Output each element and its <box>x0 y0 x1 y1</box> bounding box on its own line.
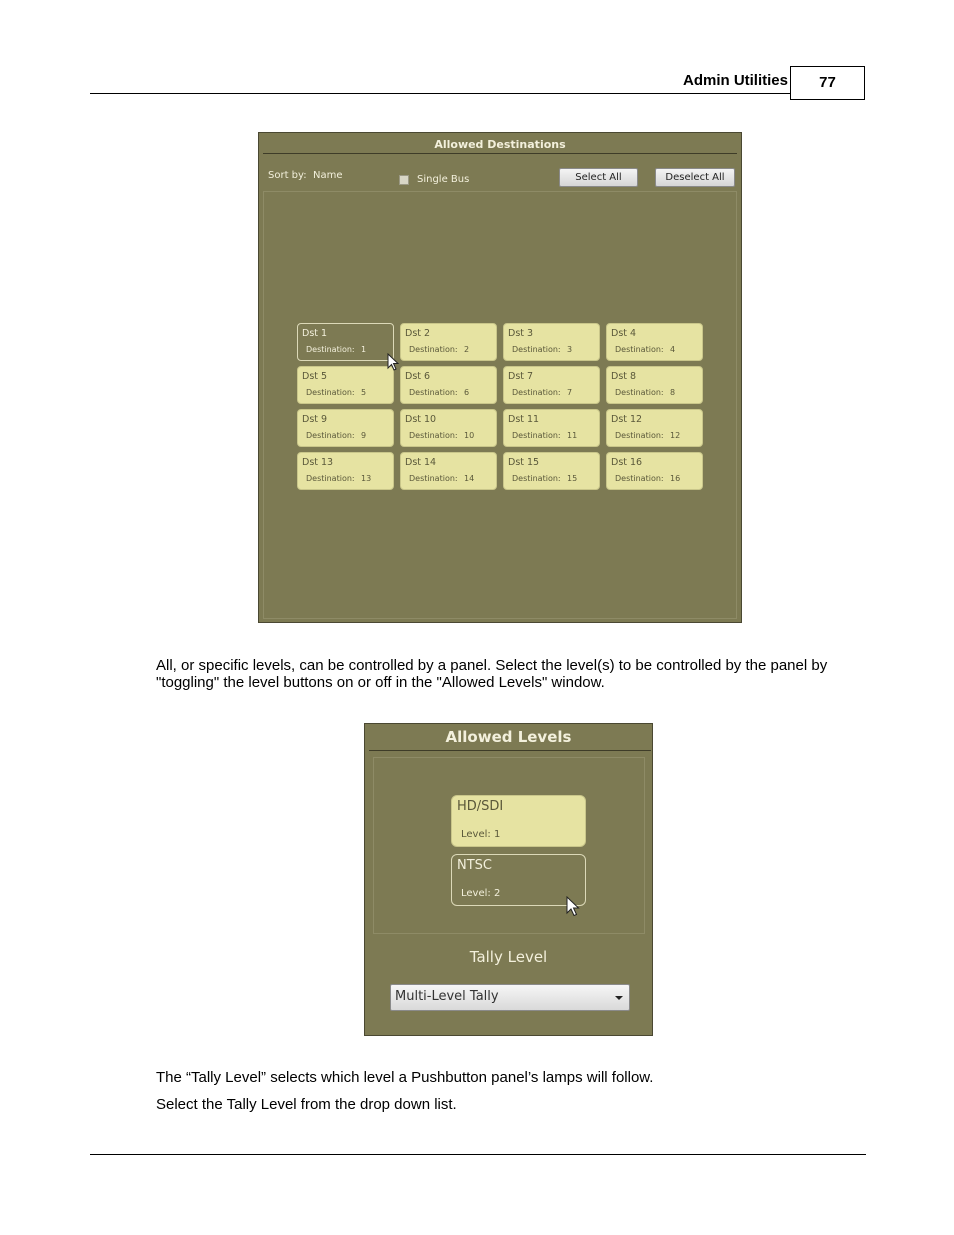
sort-by-value[interactable]: Name <box>313 170 343 181</box>
sort-by-label: Sort by: <box>268 170 307 181</box>
destination-name: Dst 1 <box>302 328 328 339</box>
destination-button[interactable] <box>400 323 497 361</box>
tally-level-dropdown[interactable] <box>390 984 630 1011</box>
destination-name: Dst 8 <box>611 371 637 382</box>
destination-number: 4 <box>670 345 676 354</box>
allowed-levels-window <box>364 723 653 1036</box>
destination-number: 5 <box>361 388 367 397</box>
paragraph-tally-description: The “Tally Level” selects which level a Pushbutton panel’s lamps will follow. <box>156 1069 654 1086</box>
levels-panel <box>373 757 645 934</box>
destination-number: 15 <box>567 474 578 483</box>
destination-label: Destination: <box>512 431 561 440</box>
chevron-down-icon[interactable] <box>615 996 623 1000</box>
title-divider <box>369 750 651 751</box>
destination-button[interactable] <box>297 366 394 404</box>
tally-level-value: Multi-Level Tally <box>395 989 499 1004</box>
level-name: HD/SDI <box>457 799 504 814</box>
level-number: Level: 1 <box>461 829 501 840</box>
destination-number: 6 <box>464 388 470 397</box>
destination-label: Destination: <box>409 388 458 397</box>
mouse-pointer-icon <box>566 896 582 918</box>
destination-number: 7 <box>567 388 573 397</box>
window-title: Allowed Destinations <box>434 138 566 151</box>
deselect-all-button[interactable]: Deselect All <box>655 168 735 187</box>
destination-number: 3 <box>567 345 573 354</box>
destination-name: Dst 5 <box>302 371 328 382</box>
destination-number: 10 <box>464 431 475 440</box>
destination-name: Dst 14 <box>405 457 437 468</box>
allowed-destinations-window <box>258 132 742 623</box>
destination-number: 12 <box>670 431 681 440</box>
destination-label: Destination: <box>306 388 355 397</box>
destination-label: Destination: <box>615 474 664 483</box>
destination-button[interactable] <box>297 409 394 447</box>
destination-button[interactable] <box>606 323 703 361</box>
destination-label: Destination: <box>409 474 458 483</box>
destination-label: Destination: <box>409 431 458 440</box>
destination-name: Dst 15 <box>508 457 540 468</box>
destination-button[interactable] <box>400 409 497 447</box>
destination-label: Destination: <box>306 431 355 440</box>
select-all-button[interactable]: Select All <box>559 168 638 187</box>
destination-label: Destination: <box>306 345 355 354</box>
destination-button[interactable] <box>503 323 600 361</box>
destination-button[interactable] <box>400 452 497 490</box>
destination-number: 2 <box>464 345 470 354</box>
destination-name: Dst 10 <box>405 414 437 425</box>
destination-label: Destination: <box>306 474 355 483</box>
level-button-hd-sdi[interactable] <box>451 795 586 847</box>
destination-number: 1 <box>361 345 367 354</box>
destination-button[interactable] <box>297 323 394 361</box>
destination-label: Destination: <box>615 345 664 354</box>
mouse-pointer-icon <box>387 353 401 373</box>
destination-name: Dst 4 <box>611 328 637 339</box>
destination-number: 14 <box>464 474 475 483</box>
destination-label: Destination: <box>409 345 458 354</box>
destination-button[interactable] <box>606 452 703 490</box>
footer-rule <box>90 1154 866 1155</box>
section-title: Admin Utilities <box>682 72 788 89</box>
destination-label: Destination: <box>512 345 561 354</box>
destination-number: 13 <box>361 474 372 483</box>
destination-button[interactable] <box>503 366 600 404</box>
paragraph-levels: All, or specific levels, can be controlled by a panel. Select the level(s) to be controlled by the panel by "toggling" the level buttons on or off in the "Allowed Levels" window. <box>156 657 828 691</box>
destination-label: Destination: <box>615 431 664 440</box>
destination-button[interactable] <box>297 452 394 490</box>
destination-button[interactable] <box>606 409 703 447</box>
destination-name: Dst 2 <box>405 328 431 339</box>
destination-button[interactable] <box>606 366 703 404</box>
destination-button[interactable] <box>400 366 497 404</box>
destination-label: Destination: <box>512 388 561 397</box>
level-number: Level: 2 <box>461 888 501 899</box>
destination-number: 16 <box>670 474 681 483</box>
destination-button[interactable] <box>503 409 600 447</box>
tally-level-label: Tally Level <box>469 948 548 966</box>
destination-name: Dst 12 <box>611 414 643 425</box>
destination-name: Dst 7 <box>508 371 534 382</box>
destination-label: Destination: <box>512 474 561 483</box>
destination-number: 9 <box>361 431 367 440</box>
destination-name: Dst 13 <box>302 457 334 468</box>
destination-name: Dst 9 <box>302 414 328 425</box>
destination-grid-panel <box>263 191 737 619</box>
destination-number: 8 <box>670 388 676 397</box>
single-bus-label: Single Bus <box>417 174 470 185</box>
single-bus-checkbox[interactable] <box>399 175 409 185</box>
destination-name: Dst 11 <box>508 414 540 425</box>
destination-label: Destination: <box>615 388 664 397</box>
destination-button[interactable] <box>503 452 600 490</box>
paragraph-tally-instruction: Select the Tally Level from the drop down list. <box>156 1096 457 1113</box>
window-title: Allowed Levels <box>445 728 572 746</box>
title-divider <box>263 153 737 154</box>
header-rule <box>90 93 790 94</box>
destination-name: Dst 3 <box>508 328 534 339</box>
level-name: NTSC <box>457 858 492 873</box>
destination-number: 11 <box>567 431 578 440</box>
destination-name: Dst 6 <box>405 371 431 382</box>
page-number: 77 <box>790 66 865 100</box>
destination-name: Dst 16 <box>611 457 643 468</box>
